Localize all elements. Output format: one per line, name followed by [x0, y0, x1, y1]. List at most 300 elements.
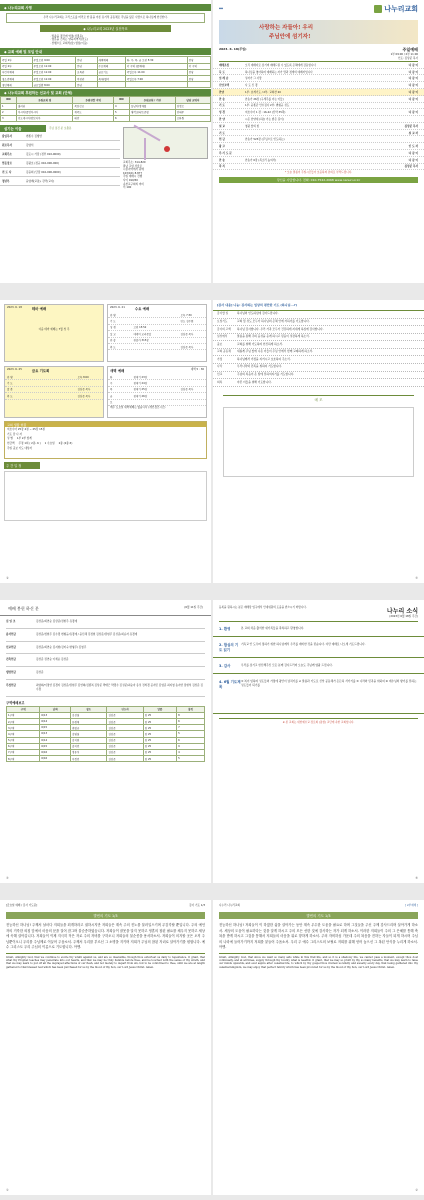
- order-label: 찬 양: [219, 118, 225, 122]
- prayer-key: 교회 공동체: [217, 349, 231, 354]
- order-cell: 오후 8:00: [77, 375, 89, 379]
- worship-cell: 주일오전 11:00: [32, 69, 75, 75]
- order-person: 다 같 이: [408, 151, 418, 155]
- group-cell: 6/14: [40, 718, 71, 724]
- worship-cell: 주일 2부: [1, 63, 33, 69]
- wed-box: [107, 304, 207, 362]
- worship-cell: [125, 82, 187, 88]
- news-item: [213, 637, 424, 658]
- order-cell: [31, 394, 78, 398]
- offering-title: 예배 봉헌 하신 분: [8, 606, 39, 611]
- group-cell: 김선희: [71, 712, 107, 718]
- mission-header-cell: 후원교회 명: [16, 97, 72, 103]
- news-number: 1. 환영: [219, 627, 231, 632]
- fri-date: 2023. 6. 25: [7, 368, 22, 371]
- order-content: [245, 164, 396, 168]
- address-label: 교회주소: 314-820: [123, 161, 146, 165]
- order-label: 축 복: [219, 165, 225, 169]
- offering-row: [6, 667, 205, 680]
- order-cell: 축 도: [110, 345, 116, 349]
- order-person: 인 도 자: [408, 145, 418, 149]
- theme-date: 2023. 6. 18: [7, 306, 22, 309]
- order-cell: 창세기 24장: [133, 382, 148, 386]
- record-text-a: 여호수아 25장 4절 ~ 25장 15절: [7, 427, 45, 431]
- page-number: ④: [6, 876, 9, 880]
- group-cell: 3구역: [7, 725, 40, 731]
- goal-item: · 말씀을 경건에 역점(성경묵): [50, 34, 83, 38]
- prayer-list: [213, 311, 424, 387]
- service-leader: 인도: 김상준 목사: [397, 56, 418, 60]
- mission-cell: 민대주: [175, 109, 210, 115]
- group-cell: 김상준: [107, 731, 143, 737]
- dawn-note: 매주 토요일 새벽예배는 없습니다 (개인경건시간): [110, 405, 166, 409]
- mission-header-cell: 후원관할 지역: [73, 97, 114, 103]
- prayer-body: 전능하신 하나님! 저희들이 이 하찮한 삶을 살아가는 동안 계속 무수한 도움을 필요로 하며 그것들을 주신 주께 감사드리며 살아가게 하소서. 세상의 도움이 필요하다는 것을 알게 하시고 주의 모든 선한 것에 감사하는 자가 되게 하소서. 이러한 저희들이 주의 그 은혜를 통해 축복을 받게 하시고 그것을 통해서 저희들의 마음을 위로 향하게 하소서. 주의 자비하심 가운데 주의 복음을 전하는 자들이 되게 하시며 주님의 나라에 들어가기까지 저희를 붙들어 주옵소서. 우리 주 예수 그리스도의 보혈로 저희를 위해 얻어 놓으신 그 복된 안식을 누리게 하소서. 아멘.: [219, 923, 418, 950]
- offering-list: [0, 616, 211, 697]
- order-row: [213, 103, 424, 110]
- group-cell: 9: [177, 743, 205, 749]
- news-number: 2. 합심의 기도 읽기: [219, 643, 239, 653]
- group-cell: 창 25: [143, 718, 176, 724]
- mission-cell: 1: [1, 103, 17, 109]
- theme-title: 테마 예배: [31, 307, 47, 311]
- news-text: ① 복이 임하며 성도들의 가정에 평안이 넘치기를 ② 말씀과 기도로 신앙 공동체가 든든히 서가기를 ③ 나라와 민족을 위하여 ④ 예수님의 향기를 전하는 성도들이 되기를: [241, 679, 417, 688]
- header-right: 감사 기도 1/3: [189, 904, 205, 907]
- news-text: 본 교회 처음 출석한 새가족들을 축복하고 환영합니다.: [241, 626, 305, 631]
- prayer-key: 회복: [217, 379, 223, 384]
- order-cell: 김상준 목사: [77, 394, 91, 398]
- prayer-body: 전능하신 하나님! 주께서 날마다 저희들을 회개하라고 권하시지만 저희들은 계속 주의 진노를 불러일으키며 무감각할 뿐입니다. 주의 예언자의 거룩한 외침 앞에서 마음의 문을 걸어 잠그며 불순종하였습니다. 저희들이 잘못을 알지 못하고 영혼의 참된 필요를 채우지 못하고 세상에 속해 살아갑니다. 저희들이 이제 지극히 작은 자로 주의 자비를 구하오니 저희들의 불순종을 용서하소서. 저희들이 의지할 곳은 오직 주님뿐이오니 우리를 주님께로 이끌어 주옵소서. 주께서 우리를 부르신 그 소명을 지키며 저희가 주님의 참된 자녀로 살아가기를 원합니다. 예수 그리스도 우리 주님의 이름으로 기도합니다. 아멘.: [6, 923, 205, 950]
- order-cell: [181, 400, 205, 404]
- mission-table: [0, 96, 211, 122]
- group-cell: 창 25: [143, 725, 176, 731]
- memo-area[interactable]: [223, 407, 414, 477]
- group-cell: 이정연: [71, 756, 107, 762]
- group-cell: 5: [177, 731, 205, 737]
- order-cell: 수: [110, 382, 113, 386]
- banner-tagline-2: 주님안에 섬기자!: [269, 34, 311, 40]
- vision-title: ◆ 나누리교회 사명: [0, 4, 211, 11]
- group-cell: 유경재: [71, 718, 107, 724]
- order-content: [245, 131, 396, 135]
- offering-names: 김상준: [36, 671, 44, 675]
- order-cell: 오후 7:30: [180, 313, 192, 317]
- order-cell: 인도 김수원: [180, 320, 194, 324]
- prayer-key: 중보: [217, 341, 223, 346]
- address-line: 주일 예배시 진행: [123, 175, 143, 179]
- offering-val: 2층 (2층-5): [58, 442, 73, 446]
- staff-row: [0, 150, 120, 159]
- worship-cell: 각 구역 (중예배): [125, 63, 187, 69]
- offering-label: 헌금액: [7, 442, 15, 446]
- order-cell: 김상준 목사: [77, 388, 91, 392]
- order-row: [108, 344, 206, 350]
- worship-cell: 화, 수, 목, 금 오전 5:30: [125, 57, 187, 63]
- offering-key: 생명헌금: [6, 671, 17, 675]
- order-cell: [181, 325, 205, 329]
- bulletin-page-4: [213, 300, 424, 583]
- worship-cell: 청년예배: [1, 82, 33, 88]
- worship-cell: 본당: [187, 57, 210, 63]
- staff-name: 김포시 가장 (정부 010-0000): [26, 153, 61, 157]
- order-content: 영광 앞의 힘: [245, 124, 260, 128]
- offering-row: [6, 642, 205, 655]
- worship-cell: 청소년예배: [1, 75, 33, 81]
- order-label: 주 기 도 문: [219, 151, 232, 155]
- prayer-value: 교회를 위해 기도하며 헌신하게 하소서.: [237, 341, 283, 346]
- dawn-time: 새벽 5 : 30: [190, 368, 204, 371]
- order-content: 1부: 효계기도 / 2부: 교회찬 20: [245, 90, 281, 94]
- record-box: [4, 421, 207, 459]
- dawn-box: [107, 366, 207, 418]
- address-line: 103/101 8.877: [123, 171, 143, 175]
- worship-cell: 주일 1부: [1, 57, 33, 63]
- record-text-b: 기도 담 나 자: [7, 432, 23, 436]
- order-row: [213, 150, 424, 157]
- prayer-value: 하나님께서 가정을 지키시고 보호하여 주소서.: [237, 356, 291, 361]
- order-label: 찬 송: [219, 97, 225, 101]
- worship-cell: [187, 82, 210, 88]
- mission-cell: 대만: [73, 115, 114, 121]
- theme-box: [4, 304, 104, 362]
- order-cell: 성 경: [110, 326, 116, 330]
- prayer-item: [213, 311, 424, 319]
- order-cell: 설 교: [110, 332, 116, 336]
- prayer-value: 하나님 감사합니다. 우리 가족 모두가 건강하게 지내게 하심에 감사합니다.: [237, 326, 324, 331]
- order-cell: 축 도: [7, 394, 13, 398]
- worship-note: * 오늘 말씀이 주일시간들이 호응하며 본의로 부탁드립니다.: [284, 171, 353, 175]
- mission-cell: 제주도: [73, 109, 114, 115]
- order-person: [396, 103, 418, 107]
- worship-cell: 주일오후 11:00: [125, 69, 187, 75]
- mission-header-cell: NO: [1, 97, 17, 103]
- group-cell: 김상준: [107, 712, 143, 718]
- worship-cell: 새벽예배: [97, 57, 125, 63]
- worship-cell: 본당: [76, 63, 98, 69]
- dawn-title: 새벽 예배: [110, 369, 125, 373]
- order-cell: 창세기 26장: [133, 394, 148, 398]
- worship-cell: 주일오전 9:00: [32, 57, 75, 63]
- order-cell: 기 도: [110, 320, 116, 324]
- order-content: 성자가 그 사랑: [245, 77, 262, 81]
- prayer-value: 주님의 복음이 온 땅에 전하여지기를 기도합니다.: [237, 372, 295, 377]
- order-label: 입 례 송: [219, 77, 229, 81]
- worship-cell: [97, 82, 125, 88]
- offering-names: 김상준/최연순 김상준/권현주 유경재: [36, 620, 77, 623]
- news-list: [213, 621, 424, 714]
- group-header-cell: 인도자: [107, 706, 143, 712]
- prayer-item: [213, 372, 424, 380]
- prayer-value: 말씀을 통해 주의 음성을 듣게 하시고 믿음이 성장하게 하소서.: [237, 334, 310, 339]
- offering-names: 김상준/정현주 김수경 변형규/유경재 / 윤신혜 강정현 김상준/권현주 김성준/최순자 유경재: [36, 632, 138, 636]
- news-date: (2023년 6월 18일 주간): [389, 615, 418, 618]
- vision-text: 우리 나누리교회는 그리스도를 머리로 한 몸을 이룬 유기적 공동체로 주님을 닮은 사람으로 하나님께 헌신한다.: [6, 13, 205, 23]
- mission-cell: 조화원: [175, 115, 210, 121]
- group-cell: 6/15: [40, 725, 71, 731]
- news-item: [213, 658, 424, 674]
- offering-names: 김상준 권연순 이세순 김상준: [36, 658, 69, 662]
- staff-row: [0, 159, 120, 168]
- prayer-title: 발빈의 기도 1/3: [219, 912, 418, 919]
- prayer-key: 나라: [217, 364, 223, 369]
- group-cell: 6/16: [40, 749, 71, 755]
- worship-cell: 금요일밤 8:00: [32, 82, 75, 88]
- mission-header-cell: NO: [114, 97, 130, 103]
- prayer-key: 요청기도: [217, 318, 228, 323]
- order-cell: [31, 387, 78, 391]
- order-cell: [134, 400, 181, 404]
- worship-cell: 주일오전 11:00: [32, 75, 75, 81]
- church-name: 나누리교회: [384, 5, 418, 13]
- mission-cell: 필리핀: [16, 103, 72, 109]
- offering-row: [6, 654, 205, 667]
- worship-cell: 어린이예배: [1, 69, 33, 75]
- prayer-key: 선교: [217, 372, 223, 377]
- address-line: 시골지역에서 판매: [123, 168, 144, 172]
- prayer-item: [213, 326, 424, 334]
- order-cell: 찬 양: [110, 313, 116, 317]
- prayer-key: 감사의 고백: [217, 326, 231, 331]
- mission-title: ◆ 나누리교회 후원하는 선교사 및 교회 (단체): [0, 89, 211, 96]
- offering-key: 감사헌금: [6, 632, 17, 636]
- mission-cell: 동남아/정재철: [129, 103, 175, 109]
- order-cell: 에네미 교리문답: [133, 332, 152, 336]
- staff-role: 교회주소: [2, 153, 13, 157]
- order-label: 찬양: [219, 90, 225, 94]
- order-person: 설 교 자: [408, 131, 418, 135]
- staff-row: [0, 168, 120, 177]
- order-person: 다 같 이: [408, 90, 418, 94]
- wed-title: 수요 예배: [134, 307, 150, 311]
- offering-key: 주정헌금: [6, 683, 17, 687]
- news-number: 4. 6월 기도제목: [219, 680, 241, 690]
- group-cell: 정유석: [71, 749, 107, 755]
- worship-cell: 본당: [187, 75, 210, 81]
- group-cell: 창 25: [143, 743, 176, 749]
- offering-names: 김상준/최연순 김지현/김미숙 변형주/ 김영주: [36, 645, 87, 649]
- offering-key: 건축헌금: [6, 658, 17, 662]
- header-right: [ 2부예배 ]: [405, 904, 418, 907]
- group-cell: 김지현: [71, 737, 107, 743]
- wed-date: 2023. 6. 21: [110, 306, 125, 309]
- group-cell: 김상준: [107, 737, 143, 743]
- group-cell: 송지연: [71, 743, 107, 749]
- order-cell: [181, 338, 205, 342]
- order-content: 하나님을 영아하며 예배하는 자가 맘과 정개의 예배자입니다: [245, 70, 313, 74]
- church-logo: [374, 4, 418, 14]
- weekly-schedule-label: 주 간 일 정: [4, 462, 40, 468]
- prayer-item: [213, 341, 424, 349]
- bulletin-page-6: [213, 600, 424, 883]
- order-row: [213, 143, 424, 150]
- staff-role: 원로목사: [2, 144, 13, 148]
- prayer-label: 주일 중보 기도 대상자: [7, 446, 33, 450]
- page-number: ③: [415, 576, 418, 580]
- order-cell: 목: [110, 388, 113, 392]
- mission-cell: 인도네시아/캄보디아: [16, 115, 72, 121]
- offering-key: 선교헌금: [6, 645, 17, 649]
- worship-cell: 특새/철야: [97, 75, 125, 81]
- worship-cell: 금요기도: [97, 69, 125, 75]
- group-header-cell: 구역: [7, 706, 40, 712]
- worship-cell: 본당: [187, 69, 210, 75]
- order-cell: [78, 381, 102, 385]
- mission-cell: 북한산교: [73, 103, 114, 109]
- page-number: ⑤: [415, 876, 418, 880]
- banner-tagline-1: 사랑하는 자들아! 우리: [259, 25, 314, 31]
- worship-cell: 비전관: [76, 75, 98, 81]
- order-cell: [181, 394, 205, 398]
- staff-row: [0, 132, 120, 141]
- group-cell: 5구역: [7, 737, 40, 743]
- group-cell: 6/16: [40, 756, 71, 762]
- fri-box: [4, 366, 104, 418]
- order-cell: 말 씀: [7, 388, 13, 392]
- order-person: [396, 137, 418, 141]
- issue-badge: ◆◆: [219, 7, 223, 11]
- order-row: [213, 130, 424, 137]
- group-cell: 창 25: [143, 712, 176, 718]
- order-content: 시온 찬양대 (하늘 가는 밝은 길이): [245, 118, 284, 122]
- order-cell: [134, 319, 181, 323]
- staff-name: 김윤희 (단장 010-000-0000): [26, 171, 61, 175]
- group-cell: 1구역: [7, 712, 40, 718]
- prayer-english: Grant, Almighty God, that we continue to excite thy wrath against us, and are so insensible, though thou exhortest us daily to repentance. O grant, that what thy Prophet teaches may penetrate into our hearts, and that we may be truly humble before thee, and be touched with the sense of thy wrath, and that we may learn to put off all the deprayed affections of our flesh, and not merely to depart from sin, but to be conformed to thee, until we are at length gathered to that blessed rest which has been purchased for us by the blood of thy Son, our Lord Jesus Christ. Amen.: [6, 955, 205, 969]
- order-row: [213, 109, 424, 116]
- fri-order: [5, 374, 103, 400]
- prayer-list-title: [감사 내용] 나눔: 감사하는 일상의 평안한 기도 (하나님...?): [213, 300, 424, 311]
- order-cell: 김상준 목사: [180, 345, 194, 349]
- goal-list: [0, 34, 211, 47]
- news-item: [213, 674, 424, 714]
- group-title: 구역예배보고: [6, 700, 25, 705]
- bulletin-page-7: [0, 900, 211, 1195]
- order-cell: 토: [110, 401, 113, 405]
- staff-role: 협동장로: [2, 162, 13, 166]
- bulletin-page-3: [0, 300, 211, 583]
- group-header-cell: 말씀: [143, 706, 176, 712]
- offering-row: [6, 680, 205, 697]
- mission-cell: 4: [114, 103, 130, 109]
- order-row: [5, 393, 103, 399]
- group-cell: 김상준: [107, 718, 143, 724]
- worship-cell: 주일오후 7:00: [125, 75, 187, 81]
- prayer-value: 우리나라와 민족을 위하여 기도합니다.: [237, 364, 282, 369]
- mission-cell: 아시아/중앙아시아: [16, 109, 72, 115]
- group-cell: 4: [177, 749, 205, 755]
- group-cell: 김상준: [107, 756, 143, 762]
- group-header-cell: 날짜: [40, 706, 71, 712]
- order-cell: [134, 345, 181, 349]
- order-cell: [31, 381, 78, 385]
- order-cell: 찬 양: [7, 375, 13, 379]
- prayer-item: [213, 319, 424, 327]
- order-row: [213, 157, 424, 164]
- order-label: 기 도: [219, 104, 225, 108]
- theme-sub: 다음 테마 예배는 7월 첫 주: [38, 328, 70, 331]
- mission-cell: 5: [114, 109, 130, 115]
- group-cell: 6: [177, 737, 205, 743]
- mission-label: 성 별: [7, 437, 13, 441]
- worship-cell: 교육관: [76, 69, 98, 75]
- order-content: 사 도 신 경: [245, 84, 258, 88]
- group-cell: 6/13: [40, 731, 71, 737]
- address-line: 사이 010/50: [123, 179, 138, 183]
- mission-header-cell: 후원교회 / 기관: [129, 97, 175, 103]
- staff-list: [0, 132, 120, 186]
- address-line: 충남 고암 서울로: [123, 164, 143, 168]
- order-of-worship: [213, 62, 424, 171]
- worship-cell: 주일오전 11:00: [32, 63, 75, 69]
- address-line: 이 100: [123, 186, 132, 190]
- order-label: 찬 송: [219, 158, 225, 162]
- group-cell: 변형규: [71, 725, 107, 731]
- staff-name: 변종수 집행연: [26, 135, 42, 139]
- offering-key: 십 일 조: [6, 620, 16, 623]
- group-cell: 5: [177, 756, 205, 762]
- group-cell: 7: [177, 725, 205, 731]
- group-row: [7, 756, 205, 762]
- group-cell: 8: [177, 712, 205, 718]
- staff-role: 전 도 사: [2, 171, 12, 175]
- prayer-item: [213, 364, 424, 372]
- offering-row: [6, 616, 205, 629]
- group-cell: 김상준: [107, 725, 143, 731]
- staff-name: 김영석: [26, 144, 34, 148]
- group-header-cell: 장소: [71, 706, 107, 712]
- order-person: [396, 117, 418, 121]
- order-content: 오직 예배자로 섬기며 예배드릴 수 있도록 은혜에게 감동합니다: [245, 63, 316, 67]
- address-lines: [123, 165, 208, 190]
- order-label: 광 고: [219, 145, 225, 149]
- offering-names: 최영희/이정연 김경자 김상준/권현주 김연희/김종복 김상준 박태근 박경수 김성준/최순자 유성 전의경 공지민 김영준 최지영 송지연 장현석 김상준 김수경: [36, 683, 204, 691]
- order-cell: 금: [110, 394, 113, 398]
- staff-role: 담임목사: [2, 135, 13, 139]
- staff-title: 섬기는 이들: [0, 125, 46, 132]
- staff-row: [0, 177, 120, 186]
- service-title: 주일예배: [402, 47, 418, 52]
- order-person: 다 같 이: [408, 158, 418, 162]
- order-content: 1부: 윤종균 안수집사 2부: 변형규 성도: [245, 104, 290, 108]
- order-row: [213, 136, 424, 143]
- staff-sub: 주님 섬긴 분 보충분: [49, 126, 72, 130]
- order-row: [213, 164, 424, 171]
- order-cell: 찬 송: [110, 339, 116, 343]
- staff-name: 윤영배(교통), 관리(교사): [26, 180, 55, 184]
- order-person: 다 같 이: [408, 84, 418, 88]
- goal-item: · 선행으로 교회적(삼) 합심(이웃): [50, 41, 88, 45]
- news-text: 기독교 안 도우며 정하기 위한 하나님께서 우리를 예비한 것을 믿습니다. 다만 예배로 나오세 기도드립니다.: [241, 642, 366, 647]
- service-date: 2023. 6. 18(주일): [219, 47, 247, 51]
- group-cell: 8구역: [7, 756, 40, 762]
- order-row: [213, 96, 424, 103]
- goal-item: · 영혼을 건지는 양육지역적(전도): [50, 38, 88, 42]
- group-cell: 4구역: [7, 731, 40, 737]
- order-row: [213, 82, 424, 89]
- bulletin-page-8: [213, 900, 424, 1195]
- goal-title: ◆ 나누리교회 2023년 실천목표: [40, 25, 171, 32]
- order-cell: 창세기 23장: [133, 375, 148, 379]
- group-cell: 6: [177, 718, 205, 724]
- offering-val: 1 수요일: [44, 442, 55, 446]
- order-label: 설 교: [219, 124, 225, 128]
- worship-table: [0, 56, 211, 88]
- order-row: [213, 75, 424, 82]
- staff-role: 청년부: [2, 180, 10, 184]
- order-content: [245, 144, 396, 148]
- address-line: 송천교구회의 미비: [123, 182, 144, 186]
- mission-cell: 영락교회/조준형: [129, 109, 175, 115]
